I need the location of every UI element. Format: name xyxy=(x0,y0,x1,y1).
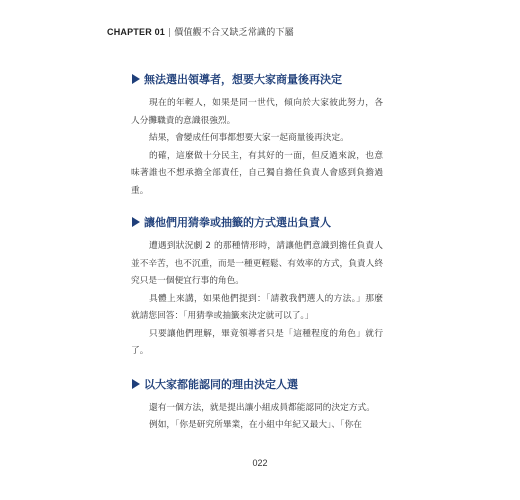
section-2 xyxy=(131,212,383,361)
paragraph: 只要讓他們理解，畢竟領導者只是「這種程度的角色」就行了。 xyxy=(131,328,383,356)
paragraph: 還有一個方法，就是提出讓小組成員都能認同的決定方式。 xyxy=(149,402,375,413)
page-body xyxy=(131,69,383,435)
paragraph: 例如，「你是研究所畢業，在小組中年紀又最大」、「你在 xyxy=(149,420,362,430)
paragraph: 現在的年輕人，如果是同一世代，傾向於大家彼此努力，各人分攤職責的意識很強烈。 xyxy=(131,98,383,126)
section-heading-text: 讓他們用猜拳或抽籤的方式選出負責人 xyxy=(144,216,331,229)
chapter-label: CHAPTER 01 xyxy=(107,27,166,37)
triangle-bullet-icon xyxy=(132,217,140,227)
section-heading xyxy=(131,69,383,89)
section-heading xyxy=(131,212,383,232)
triangle-bullet-icon xyxy=(132,74,140,84)
paragraph: 的確，這麼做十分民主，有其好的一面，但反過來說，也意味著誰也不想承擔全部責任，自己獨自擔任負責人會感到負擔過重。 xyxy=(131,150,383,196)
paragraph: 具體上來講，如果他們提到：「請教我們選人的方法。」那麼就請您回答：「用猜拳或抽籤來決定就可以了。」 xyxy=(131,293,383,321)
section-heading-text: 無法選出領導者，想要大家商量後再決定 xyxy=(144,73,342,86)
header-separator: | xyxy=(168,28,172,38)
section-heading-text: 以大家都能認同的理由決定人選 xyxy=(144,377,298,391)
triangle-bullet-icon xyxy=(132,379,140,389)
section-1 xyxy=(131,69,383,200)
page-number: 022 xyxy=(252,458,268,468)
section-heading xyxy=(131,374,383,394)
running-header xyxy=(107,25,294,38)
paragraph: 遭遇到狀況劇 2 的那種情形時，請讓他們意識到擔任負責人並不辛苦，也不沉重，而是一種更輕鬆、有效率的方式，負責人終究只是一個便宜行事的角色。 xyxy=(131,241,383,286)
paragraph: 結果，會變成任何事都想要大家一起商量後再決定。 xyxy=(149,133,349,143)
chapter-subtitle: 價值觀不合又缺乏常識的下屬 xyxy=(174,28,294,38)
section-3 xyxy=(131,374,383,435)
